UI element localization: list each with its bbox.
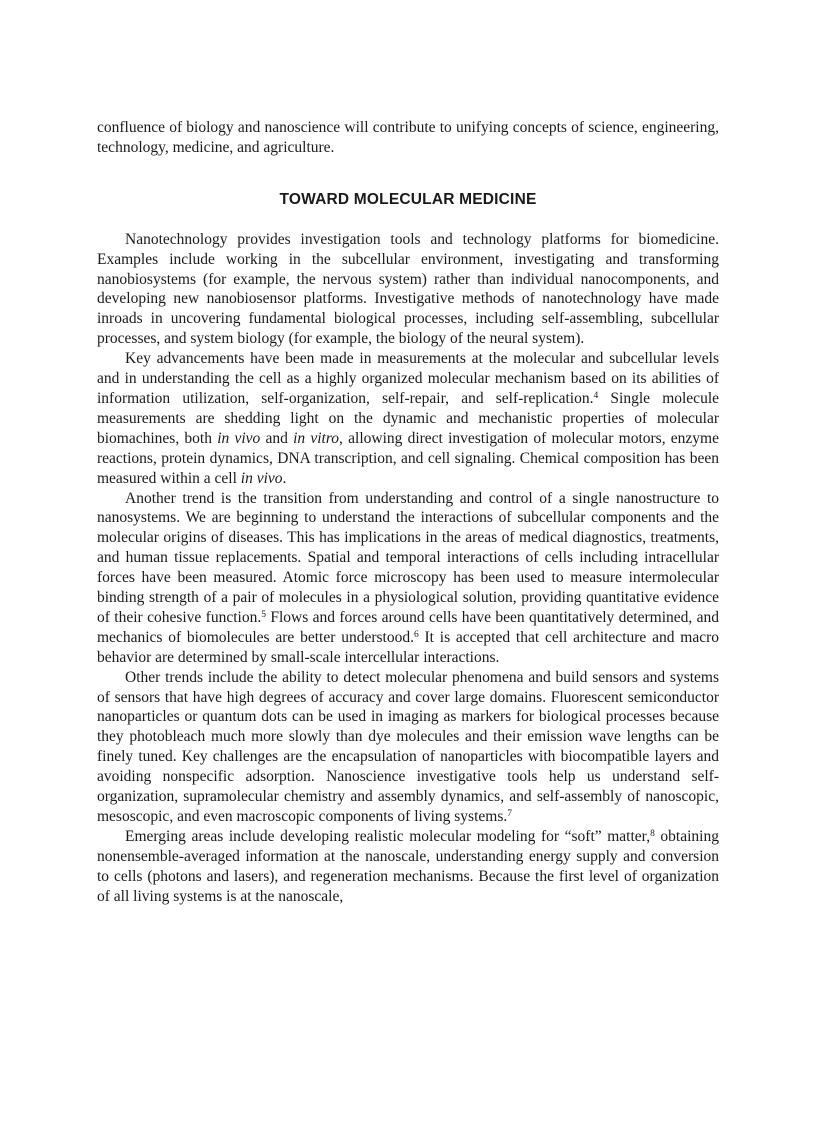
- reference-superscript: 4: [593, 390, 599, 401]
- paragraph-text: , allowing direct investigation of molecular motors, enzyme reactions, protein dynamics, DNA transcription, and cell signaling. Chemical composition has been measured within a cell: [97, 429, 719, 487]
- reference-superscript: 7: [507, 809, 512, 819]
- paragraph-other-trends: [97, 668, 719, 827]
- paragraph-text: Single molecule measurements are shedding light on the dynamic and mechanistic properties of molecular biomachines, both: [97, 389, 719, 447]
- paragraph-emerging-areas: [97, 827, 719, 907]
- section-heading: TOWARD MOLECULAR MEDICINE: [279, 190, 537, 208]
- reference-superscript: 5: [261, 609, 266, 620]
- paragraph-text: Emerging areas include developing realistic molecular modeling for “soft” matter,: [125, 827, 651, 845]
- paragraph-text: and: [260, 429, 294, 447]
- paragraph-text: Flows and forces around cells have been quantitatively determined, and mechanics of biomolecules are better understood.: [97, 608, 720, 646]
- document-page: [97, 118, 719, 907]
- italic-term: in vivo: [217, 429, 261, 447]
- paragraph-nanotechnology-tools: Nanotechnology provides investigation tools and technology platforms for biomedicine. Examples include working in the subcellular environment, investigating and transforming nanobiosystems (for example, the nervous system) rather than individual nanocomponents, and developing new nanobiosensor platforms. Investigative methods of nanotechnology have made inroads in uncovering fundamental biological processes, including self-assembling, subcellular processes, and system biology (for example, the biology of the neural system).: [97, 230, 719, 348]
- paragraph-text: Other trends include the ability to detect molecular phenomena and build sensors and systems of sensors that have high degrees of accuracy and cover large domains. Fluorescent semiconductor nanoparticles or quantum dots can be used in imaging as markers for biological processes because they photobleach much more slowly than dye molecules and their emission wave lengths can be finely tuned. Key challenges are the encapsulation of nanoparticles with biocompatible layers and avoiding nonspecific adsorption. Nanoscience investigative tools help us understand self-organization, supramolecular chemistry and assembly dynamics, and self-assembly of nanoscopic, mesoscopic, and even macroscopic components of living systems.: [97, 668, 719, 825]
- paragraph-text: It is accepted that cell architecture and macro behavior are determined by small-scale intercellular interactions.: [97, 628, 719, 666]
- paragraph-text: obtaining nonensemble-averaged information at the nanoscale, understanding energy supply and conversion to cells (photons and lasers), and regeneration mechanisms. Because the first level of organization of all living systems is at the nanoscale,: [97, 827, 719, 905]
- paragraph-text: Key advancements have been made in measurements at the molecular and subcellular levels and in understanding the cell as a highly organized molecular mechanism based on its abilities of information utilization, self-organization, self-repair, and self-replication.: [97, 350, 719, 407]
- reference-superscript: 6: [413, 629, 419, 640]
- paragraph-text: Another trend is the transition from understanding and control of a single nanostructure to nanosystems. We are beginning to understand the interactions of subcellular components and the molecular origins of diseases. This has implications in the areas of medical diagnostics, treatments, and human tissue replacements. Spatial and temporal interactions of cells including intracellular forces have been measured. Atomic force microscopy has been used to measure intermolecular binding strength of a pair of molecules in a physiological solution, providing quantitative evidence of their cohesive function.: [97, 489, 719, 626]
- italic-term: in vitro: [293, 429, 340, 447]
- opening-paragraph: confluence of biology and nanoscience will contribute to unifying concepts of science, engineering, technology, medicine, and agriculture.: [97, 119, 719, 156]
- paragraph-text: .: [282, 469, 287, 487]
- reference-superscript: 8: [650, 828, 655, 839]
- paragraph-key-advancements: [97, 349, 719, 488]
- paragraph-nanosystems-trend: [97, 489, 719, 668]
- italic-term: in vivo: [240, 469, 283, 487]
